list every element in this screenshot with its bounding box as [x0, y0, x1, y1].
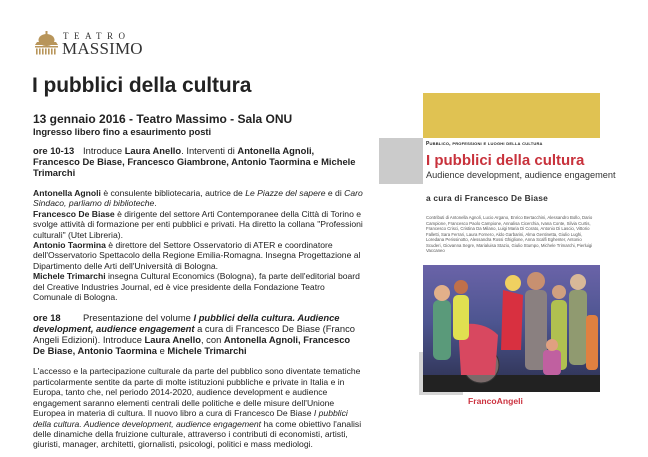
cover-subtitle: Audience development, audience engagement	[426, 170, 616, 180]
session-evening: ore 18 Presentazione del volume I pubblici della cultura. Audience development, audience engagement a cura di Francesco De Biase (Franco Angeli Edizioni). Introduce Laura Anello, con Antonella Agnoli, Francesco De Biase, Antonio Taormina e Michele Trimarchi	[33, 312, 355, 357]
cover-editor: a cura di Francesco De Biase	[426, 193, 548, 203]
book-title-inline: I pubblici della cultura. Audience development, audience engagement	[33, 312, 340, 335]
bio-de-biase: Francesco De Biase è dirigente del settore Arti Contemporanee della Città di Torino e svolge attività di formazione per enti pubblici e privati. Ha diretto la collana "Professioni culturali" (Utet Libreria).	[33, 208, 363, 240]
cover-publisher-logo: FrancoAngeli	[468, 396, 523, 406]
event-date-location: 13 gennaio 2016 - Teatro Massimo - Sala ONU	[33, 112, 293, 126]
crowd-illustration-icon	[423, 265, 600, 392]
session-evening-time: ore 18	[33, 312, 61, 324]
event-entry-note: Ingresso libero fino a esaurimento posti	[33, 126, 212, 137]
logo-line-teatro: TEATRO	[63, 31, 131, 41]
event-details	[33, 113, 363, 450]
bio-taormina: Antonio Taormina è direttore del Settore Osservatorio di ATER e coordinatore dell'Osservatorio Spettacolo della Regione Emilia-Romagna. Insegna Progettazione al Dipartimento delle Arti dell'Università di Bologna.	[33, 240, 361, 271]
speakers-list: Antonella Agnoli, Francesco De Biase, Francesco Giambrone, Antonio Taormina e Michele Trimarchi	[33, 145, 356, 178]
bio-agnoli: Antonella Agnoli è consulente bibliotecaria, autrice de Le Piazze del sapere e di Caro Sindaco, parliamo di biblioteche.	[33, 188, 363, 209]
speaker-bios	[33, 188, 363, 302]
page-title: I pubblici della cultura	[32, 74, 252, 97]
theatre-dome-icon	[33, 30, 60, 56]
cover-series-label: Pubblico, professioni e luoghi della cultura	[426, 141, 543, 147]
book-description: L'accesso e la partecipazione culturale da parte del pubblico sono diventate tematiche particolarmente sentite da parte di molte istituzioni pubbliche e private in Italia e in Europa, tanto che, nel periodo 2014-2020, audience development e audience engagement saranno elementi centrali delle politiche e delle misure dell'Unione Europea in materia di cultura. Il nuovo libro a cura di Francesco De Biase I pubblici della cultura. Audience development, audience engagement ha come obiettivo l'analisi delle dinamiche della fruizione culturale, attraverso i contributi di economisti, artisti, giuristi, manager, architetti, giornalisti, psicologi, politici e mass mediologi.	[33, 366, 362, 450]
bio-trimarchi: Michele Trimarchi insegna Cultural Economics (Bologna), fa parte dell'editorial board del Creative Industries Journal, ed è vice presidente della Fondazione Teatro Comunale di Bologna.	[33, 271, 360, 303]
session-morning: ore 10-13 Introduce Laura Anello. Interventi di Antonella Agnoli, Francesco De Biase, Francesco Giambrone, Antonio Taormina e Michele Trimarchi	[33, 145, 356, 178]
cover-title: I pubblici della cultura	[426, 152, 585, 169]
crowd-illustration	[423, 265, 600, 392]
cover-contributors: Contributi di Antonella Agnoli, Lucio Argano, Enrico Bertacchini, Alessandro Bollo, Dario Campione, Francesco Paolo Campione, Annalisa Cicerchia, Ivana Conte, Silvia Curtis, Francesco Crisci, Cristina Da Milano, Luigi Maria Di Corato, Antonio Di Lascio, Vittorio Falletti, Sara Ferrari, Laura Fornero, Aldo Garbarini, Alma Gentinetta, Giulio Lughi, Loredana Perissinotto, Alessandra Rossi Ghiglione, Anna Scalfi Eghenter, Antonio Scuderi, Giovanna Segre, Marialuisa Stazio, Giulio Stumpo, Michele Trimarchi, Pierluigi Vaccaneo	[426, 215, 593, 253]
moderator-name: Laura Anello	[124, 145, 182, 156]
cover-yellow-band	[423, 93, 600, 138]
teatro-massimo-logo	[33, 30, 143, 58]
session-morning-time: ore 10-13	[33, 145, 75, 156]
logo-line-massimo: MASSIMO	[62, 39, 143, 58]
cover-gray-block	[379, 138, 423, 184]
